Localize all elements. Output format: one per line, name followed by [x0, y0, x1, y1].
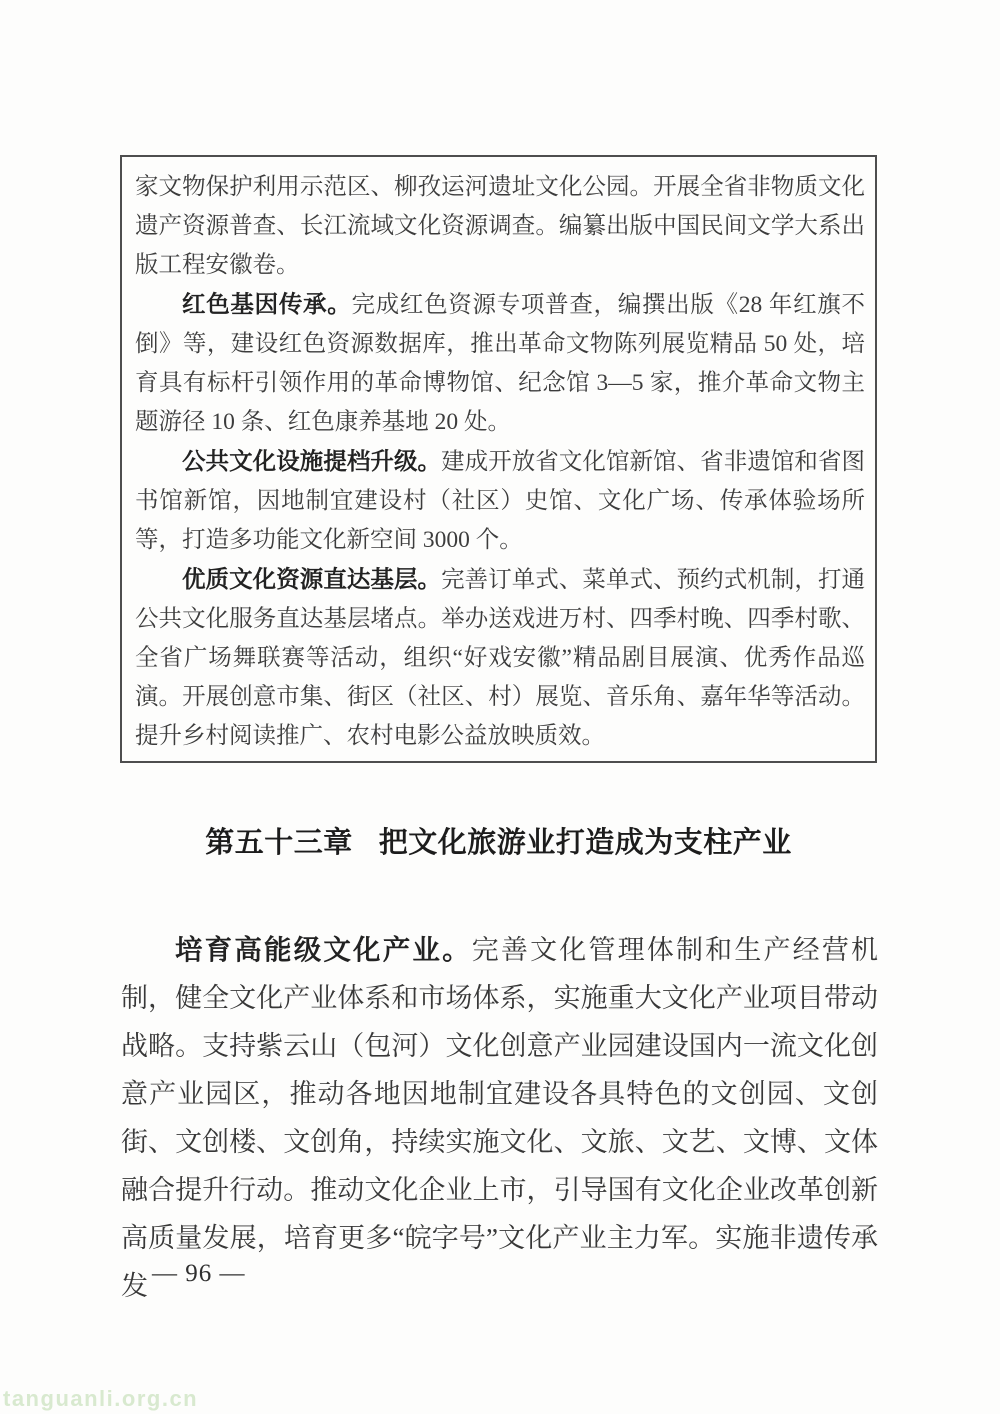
paragraph-lead: 红色基因传承。	[182, 291, 352, 317]
paragraph-text: 完成红色资源专项普查，编撰出版《28 年红旗不倒》等，建设红色资源数据库，推出革命文物陈列展览精品 50 处，培育具有标杆引领作用的革命博物馆、纪念馆 3—5 家，推介革命文物主题游径 10 条、红色康养基地 20 处。	[135, 292, 866, 435]
chapter-title: 把文化旅游业打造成为支柱产业	[378, 827, 792, 859]
paragraph-text: 家文物保护利用示范区、柳孜运河遗址文化公园。开展全省非物质文化遗产资源普查、长江流域文化资源调查。编纂出版中国民间文学大系出版工程安徽卷。	[135, 174, 865, 278]
paragraph-continuation	[135, 168, 865, 285]
paragraph-public-culture-facilities	[135, 442, 865, 560]
page-number: — 96 —	[152, 1260, 246, 1287]
paragraph-quality-culture-resources	[135, 560, 865, 756]
paragraph-text: 建成开放省文化馆新馆、省非遗馆和省图书馆新馆，因地制宜建设村（社区）史馆、文化广场、传承体验场所等，打造多功能文化新空间 3000 个。	[135, 449, 866, 553]
paragraph-lead: 优质文化资源直达基层。	[182, 566, 442, 592]
body-text-section	[121, 926, 878, 1310]
paragraph-text: 完善订单式、菜单式、预约式机制，打通公共文化服务直达基层堵点。举办送戏进万村、四季村晚、四季村歌、全省广场舞联赛等活动，组织“好戏安徽”精品剧目展演、优秀作品巡演。开展创意市集、街区（社区、村）展览、音乐角、嘉年华等活动。提升乡村阅读推广、农村电影公益放映质效。	[135, 567, 866, 749]
chapter-heading	[120, 824, 877, 862]
paragraph-culture-industry	[121, 926, 878, 1310]
paragraph-text: 完善文化管理体制和生产经营机制，健全文化产业体系和市场体系，实施重大文化产业项目带动战略。支持紫云山（包河）文化创意产业园建设国内一流文化创意产业园区，推动各地因地制宜建设各具特色的文创园、文创街、文创楼、文创角，持续实施文化、文旅、文艺、文博、文体融合提升行动。推动文化企业上市，引导国有文化企业改革创新高质量发展，培育更多“皖字号”文化产业主力军。实施非遗传承发	[121, 935, 879, 1301]
paragraph-red-gene	[135, 285, 865, 442]
boxed-text-section	[120, 155, 877, 763]
chapter-number: 第五十三章	[205, 827, 353, 859]
watermark: tanguanli.org.cn	[3, 1386, 199, 1411]
paragraph-lead: 公共文化设施提档升级。	[182, 448, 442, 474]
paragraph-lead: 培育高能级文化产业。	[175, 934, 472, 965]
